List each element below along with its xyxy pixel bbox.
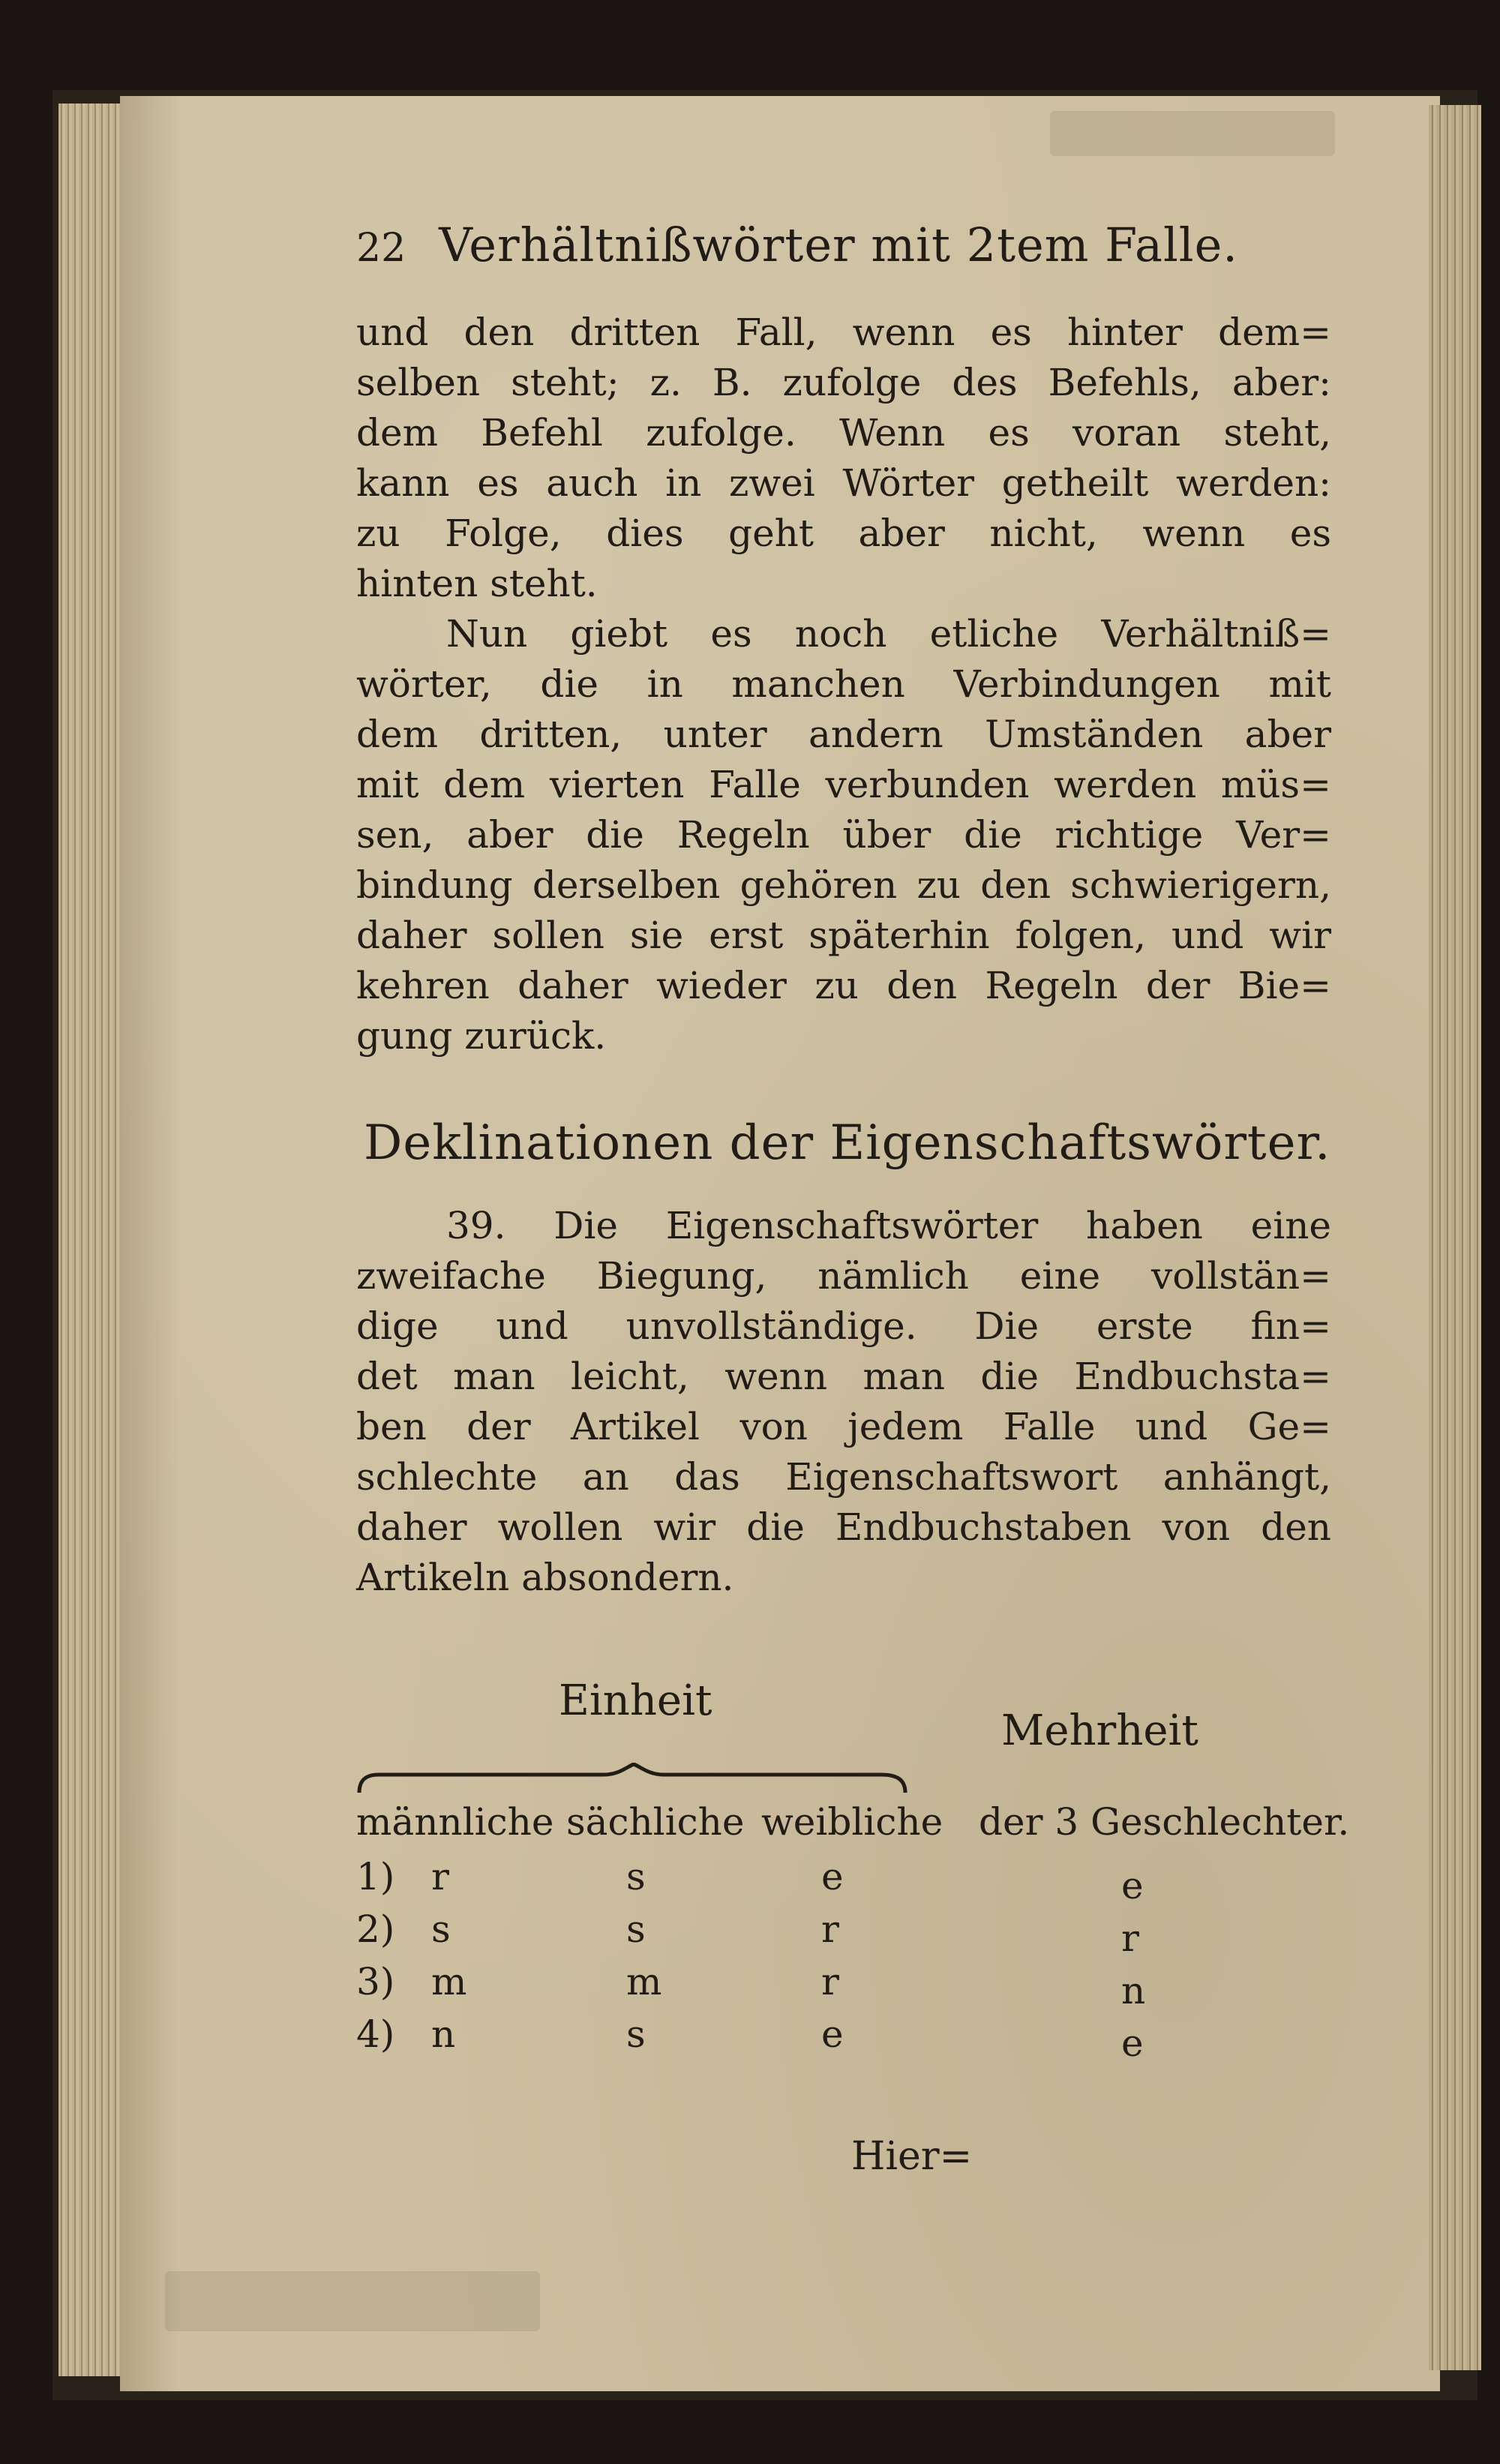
text-line: dem dritten, unter andern Umständen aber [356,713,1331,756]
ending-masculine: n [431,2012,456,2056]
text-line: schlechte an das Eigenschaftswort anhängt, [356,1455,1331,1499]
ending-masculine: m [431,1960,467,2003]
page-header [356,218,1331,300]
text-line: dem Befehl zufolge. Wenn es voran steht, [356,411,1331,455]
text-line: daher sollen sie erst späterhin folgen, und wir [356,914,1331,957]
text-line: det man leicht, wenn man die Endbuchsta= [356,1355,1331,1398]
paper-stain [165,2271,540,2331]
text-line: wörter, die in manchen Verbindungen mit [356,662,1331,706]
ending-plural: e [1121,1864,1144,1907]
declension-table [356,1646,1350,2111]
singular-label: Einheit [559,1676,712,1725]
ending-neuter: s [626,1855,646,1898]
text-line: Nun giebt es noch etliche Verhältniß= [446,612,1331,656]
ending-neuter: m [626,1960,662,2003]
text-line: 39. Die Eigenschaftswörter haben eine [446,1204,1331,1247]
case-number: 2) [356,1907,395,1951]
ending-masculine: s [431,1907,451,1951]
text-line: zweifache Biegung, nämlich eine vollstän= [356,1254,1331,1298]
text-line: gung zurück. [356,1014,607,1058]
text-line: und den dritten Fall, wenn es hinter dem= [356,311,1331,354]
running-head: Verhältnißwörter mit 2tem Falle. [439,218,1239,272]
header-plural: der 3 Geschlechter. [979,1800,1350,1844]
text-line: dige und unvollständige. Die erste fin= [356,1304,1331,1348]
page-number: 22 [356,226,406,271]
catchword: Hier= [851,2134,973,2179]
paragraph-3 [356,1201,1331,1603]
paragraph-1 [356,308,1331,609]
ending-plural: e [1121,2021,1144,2065]
text-line: hinten steht. [356,562,598,605]
ending-plural: n [1121,1969,1146,2012]
plural-label: Mehrheit [1001,1706,1198,1755]
text-line: mit dem vierten Falle verbunden werden müs= [356,763,1331,806]
ending-feminine: r [821,1960,839,2003]
ending-neuter: s [626,1907,646,1951]
paper-stain [1050,111,1335,156]
header-neuter: sächliche [566,1800,745,1844]
case-number: 4) [356,2012,395,2056]
text-line: ben der Artikel von jedem Falle und Ge= [356,1405,1331,1448]
header-masculine: männliche [356,1800,554,1844]
text-line: zu Folge, dies geht aber nicht, wenn es [356,512,1331,555]
ending-feminine: e [821,2012,844,2056]
paragraph-2 [356,609,1331,1061]
ending-neuter: s [626,2012,646,2056]
text-line: Artikeln absondern. [356,1556,734,1599]
ending-feminine: e [821,1855,844,1898]
singular-brace [356,1763,911,1800]
case-number: 3) [356,1960,395,2003]
text-line: daher wollen wir die Endbuchstaben von den [356,1505,1331,1549]
page-content [356,218,1350,2111]
ending-masculine: r [431,1855,449,1898]
text-line: kann es auch in zwei Wörter getheilt werden: [356,461,1331,505]
header-feminine: weibliche [761,1800,944,1844]
section-heading: Deklinationen der Eigenschaftswörter. [364,1115,1331,1171]
text-line: selben steht; z. B. zufolge des Befehls, aber: [356,361,1331,404]
ending-plural: r [1121,1916,1139,1960]
ending-feminine: r [821,1907,839,1951]
text-line: bindung derselben gehören zu den schwierigern, [356,863,1331,907]
text-line: kehren daher wieder zu den Regeln der Bie= [356,964,1331,1007]
case-number: 1) [356,1855,395,1898]
text-line: sen, aber die Regeln über die richtige Ver= [356,813,1331,857]
page-stack-right [1429,105,1481,2370]
